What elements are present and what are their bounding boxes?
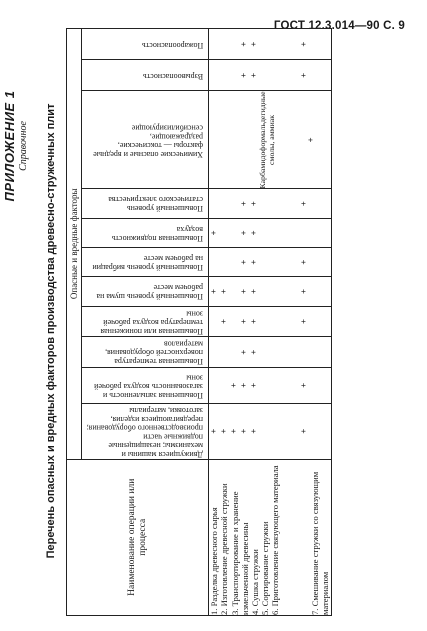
factor-header [82, 403, 209, 459]
mark: + [299, 72, 310, 78]
operation-item: 2. Изготовление древесной стружки [219, 483, 230, 615]
mark: + [219, 318, 230, 324]
factor-header [82, 189, 209, 218]
mark [259, 219, 269, 247]
mark [259, 404, 269, 459]
mark [259, 248, 269, 276]
mark: + [239, 259, 250, 265]
mark: + [249, 230, 260, 236]
mark [259, 337, 269, 367]
mark [259, 307, 269, 337]
mark: + [209, 288, 220, 294]
operation-item: 1. Разделка древесного сырья [209, 507, 220, 615]
mark: + [239, 201, 250, 207]
mark [209, 248, 219, 276]
rotated-content [4, 28, 424, 626]
factor-marks-cell [209, 368, 331, 404]
mark: + [249, 349, 260, 355]
mark [219, 248, 229, 276]
mark: + [239, 318, 250, 324]
operation-item: 7. Смешивание стружки со связующим материалом [310, 471, 331, 615]
factor-header [82, 218, 209, 247]
factor-header [82, 91, 209, 189]
mark [259, 190, 269, 218]
factor-marks-cell [209, 403, 331, 459]
mark [229, 307, 239, 337]
appendix-label [2, 41, 29, 251]
mark: + [299, 41, 310, 47]
mark: + [299, 259, 310, 265]
factor-label: Повышенный уровень вибрации на рабочем месте [92, 254, 203, 272]
mark [229, 248, 239, 276]
mark [209, 368, 219, 403]
factor-label: Повышенная запыленность и загазованность воздуха рабочей зоны [94, 372, 203, 400]
mark: + [249, 428, 260, 434]
factor-label: Взрывоопасность [142, 71, 203, 81]
mark [219, 337, 229, 367]
mark [259, 60, 269, 90]
table-row [209, 29, 331, 616]
mark: + [299, 201, 310, 207]
mark [229, 29, 239, 59]
table-title: Перечень опасных и вредных факторов производства древесно-стружечных плит [45, 103, 57, 559]
mark: + [209, 230, 220, 236]
operation-item: 5. Сортирование стружки [259, 521, 270, 615]
factor-marks-cell [209, 218, 331, 247]
mark: + [299, 428, 310, 434]
factor-label: Повышенная подвижность воздуха [111, 224, 203, 243]
mark: + [229, 382, 240, 388]
mark: + [299, 318, 310, 324]
factor-header [82, 277, 209, 306]
operation-item: 4. Сушка стружки [249, 549, 260, 615]
mark: + [249, 259, 260, 265]
factor-label: Повышенная или пониженная температура воздуха рабочей зоны [100, 309, 203, 336]
mark [209, 337, 219, 367]
mark: + [249, 382, 260, 388]
mark: + [229, 428, 240, 434]
factor-header [82, 368, 209, 404]
mark [259, 277, 269, 305]
mark [209, 307, 219, 337]
operation-item: 3. Транспортирование и хранение измельченной древесины [229, 491, 250, 615]
factor-marks-cell [209, 91, 331, 189]
factor-header [82, 60, 209, 91]
operation-item: 6. Приготовление связующего материала [270, 465, 281, 615]
mark: + [249, 72, 260, 78]
appendix-subtitle: Справочное [18, 121, 29, 171]
mark: + [249, 41, 260, 47]
mark [259, 29, 269, 59]
factor-header [82, 29, 209, 60]
mark: Карбамидоформальдегидные смолы, аммиак [258, 91, 276, 189]
factors-group-header: Опасные и вредные факторы [67, 29, 82, 460]
mark: + [249, 201, 260, 207]
mark [209, 29, 219, 59]
factor-marks-cell [209, 306, 331, 337]
mark [259, 368, 269, 403]
factor-marks-cell [209, 248, 331, 277]
mark [219, 368, 229, 403]
mark: + [239, 288, 250, 294]
mark [229, 190, 239, 218]
factor-header [82, 306, 209, 337]
mark [229, 91, 239, 188]
mark: + [239, 230, 250, 236]
factors-table [66, 28, 332, 616]
mark [209, 190, 219, 218]
factor-label: Движущиеся машины и механизмы; незащищенные подвижные части производственного оборудования; передвигающиеся изделия, заготовки, материалы [86, 405, 203, 459]
factor-label: Повышенный уровень шума на рабочем месте [96, 283, 203, 302]
factor-marks-cell [209, 337, 331, 368]
factor-header [82, 337, 209, 368]
factor-marks-cell [209, 29, 331, 60]
mark [229, 219, 239, 247]
mark [299, 219, 309, 247]
factor-label: Пожароопасность [141, 40, 203, 50]
operations-cell [209, 459, 331, 615]
appendix-title: ПРИЛОЖЕНИЕ 1 [2, 90, 17, 202]
page-header: ГОСТ 12.3.014—90 С. 9 [273, 20, 405, 32]
mark [209, 91, 219, 188]
factor-marks-cell [209, 277, 331, 306]
mark [229, 337, 239, 367]
mark: + [306, 137, 317, 143]
mark: + [239, 382, 250, 388]
mark [219, 219, 229, 247]
mark: + [239, 349, 250, 355]
mark [229, 60, 239, 90]
mark [219, 60, 229, 90]
mark: + [239, 72, 250, 78]
mark: + [209, 428, 220, 434]
mark [219, 190, 229, 218]
mark: + [239, 41, 250, 47]
operation-column-header: Наименование операции или процесса [67, 459, 209, 615]
mark [299, 337, 309, 367]
factor-header [82, 248, 209, 277]
factor-label: Повышенная температура поверхностей оборудования, материалов [105, 339, 203, 367]
mark [229, 277, 239, 305]
mark: + [299, 288, 310, 294]
mark [239, 91, 249, 188]
mark: + [249, 288, 260, 294]
mark: + [299, 382, 310, 388]
mark: + [219, 288, 230, 294]
mark [219, 29, 229, 59]
mark: + [239, 428, 250, 434]
mark [219, 91, 229, 188]
mark: + [249, 318, 260, 324]
mark: + [219, 428, 230, 434]
factor-marks-cell [209, 60, 331, 91]
factor-label: Химические опасные и вредные факторы — токсические, раздражающие, сенсибилизирующие [93, 123, 203, 159]
factor-label: Повышенный уровень статического электричества [108, 195, 203, 214]
mark [209, 60, 219, 90]
factor-marks-cell [209, 189, 331, 218]
